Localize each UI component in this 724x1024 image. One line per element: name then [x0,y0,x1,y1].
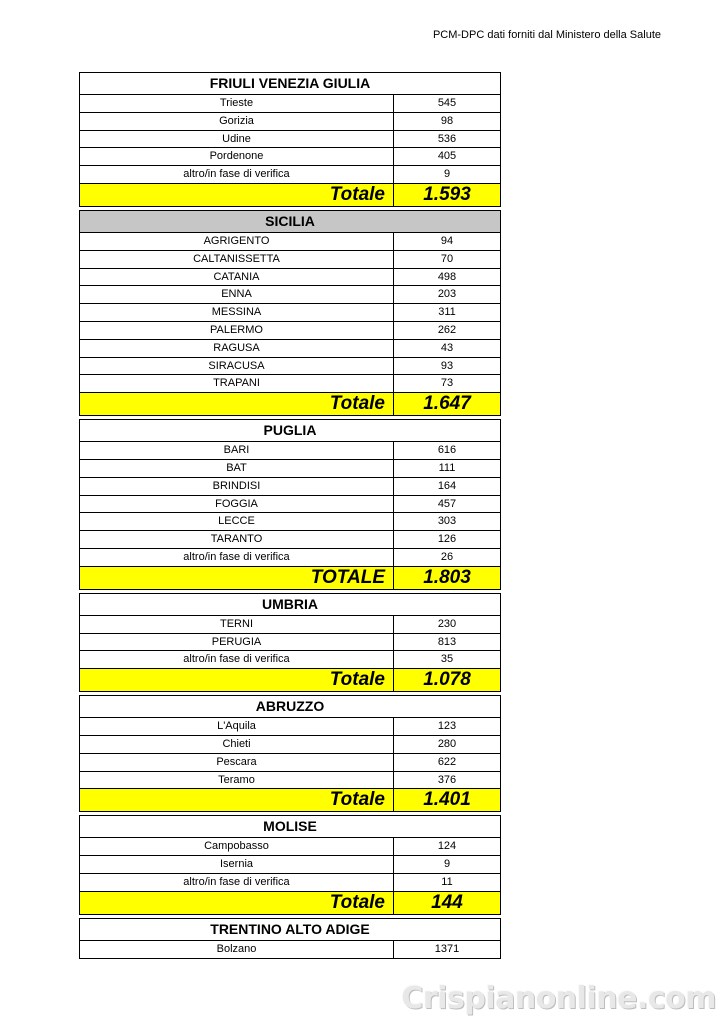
table-row [80,460,500,478]
regions-list [79,72,501,962]
total-value: 1.803 [423,566,471,588]
province-name: Chieti [80,736,394,753]
province-name: Udine [80,131,394,148]
region-rows [80,718,500,788]
province-name: MESSINA [80,304,394,321]
case-count: 376 [437,773,457,786]
case-count: 35 [440,653,454,666]
table-row [80,322,500,340]
total-row [80,668,500,691]
province-name: altro/in fase di verifica [80,166,394,183]
province-name: PERUGIA [80,634,394,651]
province-name: L'Aquila [80,718,394,735]
table-row [80,113,500,131]
case-count: 311 [438,306,456,319]
total-row [80,891,500,914]
case-count: 280 [437,737,457,750]
table-row [80,838,500,856]
table-row [80,166,500,183]
case-count: 457 [437,497,457,510]
total-row [80,392,500,415]
case-count: 545 [437,97,457,109]
total-value: 144 [431,891,463,913]
province-name: Isernia [80,856,394,873]
province-name: Pordenone [80,148,394,165]
case-count: 43 [440,341,454,354]
province-name: Trieste [80,95,394,112]
table-row [80,651,500,668]
case-count: 303 [437,515,457,528]
province-name: TERNI [80,616,394,633]
table-row [80,304,500,322]
case-count: 203 [437,288,457,301]
table-row [80,941,500,958]
total-label: Totale [80,393,394,415]
case-count: 73 [440,377,454,390]
case-count: 622 [437,755,457,768]
region-header: PUGLIA [80,420,500,442]
region-rows [80,442,500,566]
case-count: 93 [440,359,454,372]
table-row [80,772,500,789]
region-table [79,419,501,590]
watermark-logo: Crispianonline.com [401,981,716,1016]
total-label: TOTALE [80,567,394,589]
table-row [80,478,500,496]
case-count: 111 [438,461,456,474]
total-row [80,566,500,589]
table-row [80,549,500,566]
case-count: 124 [437,840,457,853]
table-row [80,616,500,634]
table-row [80,286,500,304]
province-name: ENNA [80,286,394,303]
province-name: CATANIA [80,269,394,286]
province-name: AGRIGENTO [80,233,394,250]
region-table [79,593,501,692]
total-value: 1.647 [423,393,471,415]
table-row [80,340,500,358]
case-count: 498 [437,270,457,283]
table-row [80,95,500,113]
province-name: BARI [80,442,394,459]
case-count: 1371 [434,942,460,955]
region-table [79,72,501,207]
region-header: UMBRIA [80,594,500,616]
province-name: altro/in fase di verifica [80,874,394,891]
total-label: Totale [80,669,394,691]
region-header: TRENTINO ALTO ADIGE [80,919,500,941]
table-row [80,531,500,549]
province-name: Pescara [80,754,394,771]
province-name: BRINDISI [80,478,394,495]
province-name: FOGGIA [80,496,394,513]
table-row [80,148,500,166]
total-value: 1.078 [423,669,471,691]
case-count: 616 [437,444,457,457]
total-row [80,183,500,206]
case-count: 11 [441,875,453,888]
province-name: CALTANISSETTA [80,251,394,268]
case-count: 70 [440,252,454,265]
province-name: PALERMO [80,322,394,339]
case-count: 164 [437,479,457,492]
table-row [80,634,500,652]
region-rows [80,233,500,392]
region-table [79,695,501,812]
table-row [80,358,500,376]
case-count: 26 [440,550,454,563]
province-name: TARANTO [80,531,394,548]
total-value: 1.593 [423,183,471,205]
source-note: PCM-DPC dati forniti dal Ministero della Salute [432,29,661,41]
case-count: 126 [437,533,457,546]
region-rows [80,941,500,958]
table-row [80,513,500,531]
province-name: LECCE [80,513,394,530]
table-row [80,874,500,891]
table-row [80,736,500,754]
total-row [80,788,500,811]
table-row [80,754,500,772]
region-header: SICILIA [80,211,500,233]
region-table [79,918,501,959]
province-name: altro/in fase di verifica [80,549,394,566]
province-name: Bolzano [80,941,394,958]
case-count: 262 [437,323,457,336]
province-name: TRAPANI [80,375,394,392]
table-row [80,718,500,736]
case-count: 405 [437,150,457,163]
table-row [80,496,500,514]
total-label: Totale [80,184,394,206]
case-count: 9 [443,168,451,181]
province-name: Teramo [80,772,394,789]
case-count: 813 [437,635,457,648]
province-name: SIRACUSA [80,358,394,375]
table-row [80,269,500,287]
province-name: Campobasso [80,838,394,855]
case-count: 98 [440,114,454,127]
total-label: Totale [80,789,394,811]
total-label: Totale [80,892,394,914]
case-count: 123 [437,720,457,733]
case-count: 9 [443,858,451,871]
province-name: altro/in fase di verifica [80,651,394,668]
case-count: 536 [437,132,457,145]
total-value: 1.401 [423,789,471,811]
region-rows [80,838,500,890]
region-rows [80,616,500,668]
region-table [79,815,501,914]
region-table [79,210,501,416]
table-row [80,251,500,269]
table-row [80,233,500,251]
table-row [80,442,500,460]
province-name: Gorizia [80,113,394,130]
case-count: 94 [440,234,454,247]
region-header: FRIULI VENEZIA GIULIA [80,73,500,95]
region-rows [80,95,500,183]
table-row [80,375,500,392]
province-name: BAT [80,460,394,477]
region-header: ABRUZZO [80,696,500,718]
case-count: 230 [437,617,457,630]
table-row [80,131,500,149]
table-row [80,856,500,874]
region-header: MOLISE [80,816,500,838]
province-name: RAGUSA [80,340,394,357]
